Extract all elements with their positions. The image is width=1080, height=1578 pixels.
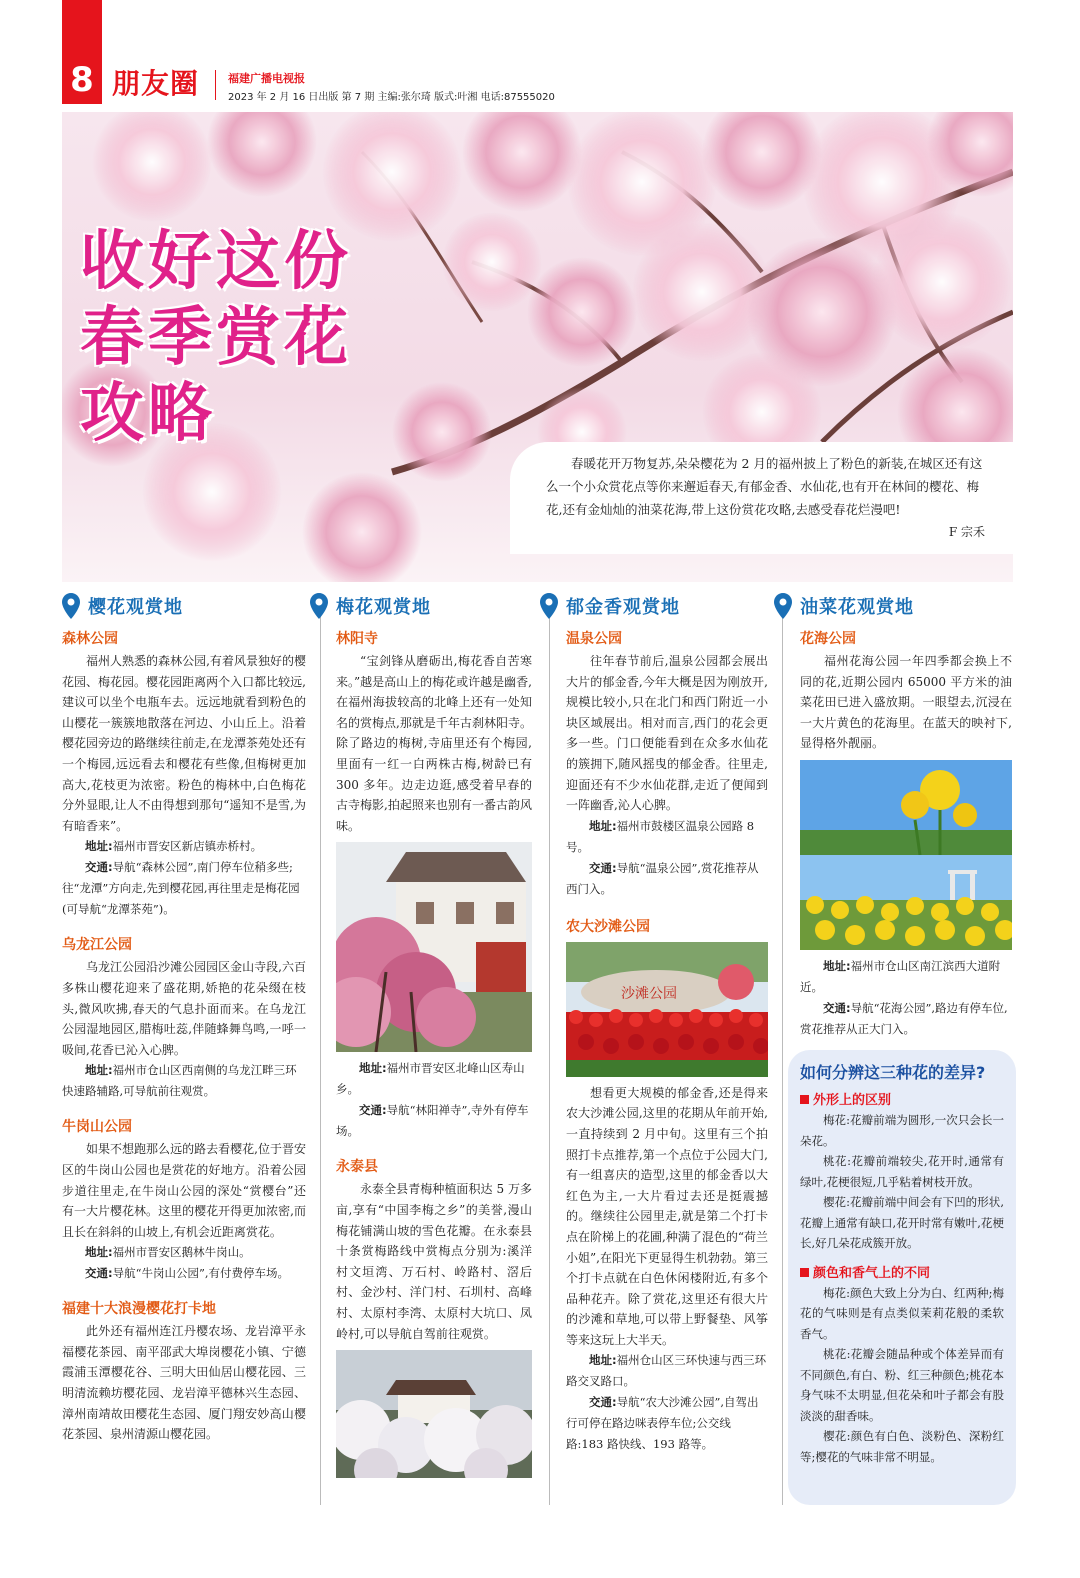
traffic-value: 导航“温泉公园”,赏花推荐从西门入。 [566, 860, 759, 896]
section-name: 朋友圈 [112, 67, 200, 100]
spot-traffic [800, 998, 1012, 1040]
spot-description: 乌龙江公园沿沙滩公园园区金山寺段,六百多株山樱花迎来了盛花期,娇艳的花朵缀在枝头,微风吹拂,春天的气息扑面而来。在乌龙江公园湿地园区,腊梅吐蕊,伴随蜂舞鸟鸣,一呼一吸间,花香已沁入心脾。 [62, 960, 306, 1057]
spot-address [62, 836, 306, 857]
column-heading [540, 592, 768, 620]
qa-text: 梅花:花瓣前端为圆形,一次只会长一朵花。 [800, 1113, 1004, 1148]
column-divider [320, 600, 321, 1505]
page-number: 8 [70, 60, 94, 100]
spot-address [62, 1060, 306, 1102]
address-value: 福州市仓山区南江滨西大道附近。 [800, 958, 1001, 994]
traffic-label: 交通: [359, 1103, 387, 1118]
paper-name: 福建广播电视报 [228, 72, 305, 85]
traffic-value: 导航“农大沙滩公园”,自驾出行可停在路边咪表停车位;公交线路:183 路快线、193 路等。 [566, 1395, 759, 1452]
address-value: 福州市仓山区西南侧的乌龙江畔三环快速路辅路,可导航前往观赏。 [62, 1063, 297, 1099]
column-tulip [566, 592, 768, 1455]
column-heading-title: 梅花观赏地 [336, 597, 431, 618]
address-value: 福州市晋安区北峰山区寿山乡。 [336, 1061, 525, 1097]
qa-subtitle: 颜色和香气上的不同 [800, 1262, 1004, 1281]
temple-plum-photo [336, 842, 532, 1052]
spot-title: 福建十大浪漫樱花打卡地 [62, 1301, 216, 1318]
spot-description: 往年春节前后,温泉公园都会展出大片的郁金香,今年大概是因为刚放开,规模比较小,只在北门和西门附近一小块区域展出。相对而言,西门的花会更多一些。门口便能看到在众多水仙花的簇拥下,随风摇曳的郁金香。往里走,迎面还有不少水仙花群,走近了便闻到一阵幽香,沁人心脾。 [566, 654, 768, 813]
location-pin-icon [310, 593, 328, 619]
park-sign-text: 沙滩公园 [621, 985, 677, 1002]
spot-traffic [62, 857, 306, 920]
traffic-label: 交通: [589, 1395, 617, 1410]
spot-title: 乌龙江公园 [62, 937, 132, 954]
location-pin-icon [540, 593, 558, 619]
spot-address [336, 1058, 532, 1100]
location-pin-icon [62, 593, 80, 619]
address-label: 地址: [589, 818, 617, 833]
spot-traffic [566, 858, 768, 900]
spot-title: 温泉公园 [566, 631, 622, 647]
spot-title: 森林公园 [62, 631, 118, 647]
spot-title: 农大沙滩公园 [566, 918, 650, 935]
spot-traffic [336, 1100, 532, 1142]
publication-info: 2023 年 2 月 16 日出版 第 7 期 主编:张尔琦 版式:叶湘 电话:87555020 [228, 92, 555, 103]
spot-traffic [566, 1392, 768, 1455]
address-value: 福州市晋安区鹅林牛岗山。 [112, 1245, 251, 1260]
column-plum [336, 592, 532, 1484]
spot-description: 此外还有福州连江丹樱农场、龙岩漳平永福樱花茶园、南平邵武大埠岗樱花小镇、宁德霞浦玉潭樱花谷、三明大田仙居山樱花园、三明清流赖坊樱花园、龙岩漳平德林兴生态园、漳州南靖故田樱花生态园、厦门翔安妙高山樱花茶园、泉州清源山樱花园。 [62, 1324, 306, 1442]
intro-box [510, 442, 1013, 554]
hero-banner [62, 112, 1013, 582]
spot-description: 如果不想跑那么远的路去看樱花,位于晋安区的牛岗山公园也是赏花的好地方。沿着公园步道往里走,在牛岗山公园的深处“赏樱台”还有一大片樱花林。这里的樱花开得更加浓密,而且长在斜斜的山坡上,有机会近距离赏花。 [62, 1142, 306, 1239]
qa-text: 桃花:花瓣前端较尖,花开时,通常有绿叶,花梗很短,几乎粘着树枝开放。 [800, 1154, 1004, 1189]
spot-description: 福州花海公园一年四季都会换上不同的花,近期公园内 65000 平方米的油菜花田已进入盛放期。一眼望去,沉浸在一大片黄色的花海里。在蓝天的映衬下,显得格外靓丽。 [800, 654, 1012, 751]
qa-subtitle: 外形上的区别 [800, 1089, 1004, 1108]
spot-description: 福州人熟悉的森林公园,有着风景独好的樱花园、梅花园。樱花园距离两个入口都比较远,建议可以坐个电瓶车去。远远地就看到粉色的山樱花一簇簇地散落在河边、小山丘上。沿着樱花园旁边的路继续往前走,在龙潭茶苑处还有一个梅园,远远看去和樱花有些像,但梅树更加高大,花枝更为浓密。粉色的梅林中,白色梅花分外显眼,让人不由得想到那句“遥知不是雪,为有暗香来”。 [62, 654, 306, 833]
hero-title [80, 225, 352, 458]
spot-description: 想看更大规模的郁金香,还是得来农大沙滩公园,这里的花期从年前开始,一直持续到 2 月中旬。这里有三个拍照打卡点推荐,第一个点位于公园大门,有一组喜庆的造型,这里的郁金香以大红色为主,一大片看过去还是挺震撼的。继续往公园里走,就是第二个打卡点在阶梯上的花圃,种满了混色的“荷兰小姐”,在阳光下更显得生机勃勃。第三个打卡点就在白色休闲楼附近,有多个品种花卉。除了赏花,这里还有很大片的沙滩和草地,可以带上野餐垫、风筝等来这玩上大半天。 [566, 1085, 768, 1347]
address-value: 福州仓山区三环快速与西三环路交叉路口。 [566, 1353, 767, 1389]
traffic-value: 导航“林阳禅寺”,寺外有停车场。 [336, 1103, 529, 1139]
spot-title: 永泰县 [336, 1159, 378, 1176]
column-divider [782, 600, 783, 1505]
hero-title-line-3: 攻略 [80, 377, 216, 451]
traffic-label: 交通: [85, 1266, 113, 1281]
column-heading [310, 592, 532, 620]
hero-title-line-2: 春季赏花 [80, 301, 352, 375]
address-value: 福州市鼓楼区温泉公园路 8 号。 [566, 818, 755, 854]
column-heading [774, 592, 1012, 620]
spot-address [62, 1242, 306, 1263]
column-heading-title: 油菜花观赏地 [800, 597, 914, 618]
qa-text: 樱花:花瓣前端中间会有下凹的形状,花瓣上通常有缺口,花开时常有嫩叶,花梗长,好几朵花成簇开放。 [800, 1195, 1004, 1250]
location-pin-icon [774, 593, 792, 619]
traffic-value: 导航“森林公园”,南门停车位稍多些;往“龙潭”方向走,先到樱花园,再往里走是梅花园(可导航“龙潭茶苑”)。 [62, 860, 300, 917]
address-value: 福州市晋安区新店镇赤桥村。 [112, 839, 263, 854]
column-rapeseed [800, 592, 1012, 1040]
intro-author: F 宗禾 [948, 525, 985, 539]
qa-title: 如何分辨这三种花的差异? [800, 1063, 986, 1082]
masthead-divider [215, 70, 216, 100]
spot-address [566, 816, 768, 858]
page-number-block [62, 0, 102, 104]
address-label: 地址: [85, 1063, 113, 1078]
traffic-value: 导航“牛岗山公园”,有付费停车场。 [112, 1266, 290, 1281]
spot-title: 牛岗山公园 [62, 1119, 132, 1136]
column-heading-title: 樱花观赏地 [88, 597, 183, 618]
spot-traffic [62, 1263, 306, 1284]
village-plum-photo [336, 1350, 532, 1478]
qa-text: 桃花:花瓣会随品种或个体差异而有不同颜色,有白、粉、红三种颜色;桃花本身气味不太明显,但花朵和叶子都会有股淡淡的甜香味。 [800, 1347, 1004, 1423]
column-heading-title: 郁金香观赏地 [566, 597, 680, 618]
traffic-label: 交通: [85, 860, 113, 875]
qa-text: 梅花:颜色大致上分为白、红两种;梅花的气味则是有点类似茉莉花般的柔软香气。 [800, 1285, 1004, 1341]
column-cherry [62, 592, 306, 1445]
tulip-park-photo [566, 942, 768, 1077]
masthead [0, 0, 1080, 110]
traffic-value: 导航“花海公园”,路边有停车位,赏花推荐从正大门入。 [800, 1000, 1008, 1036]
spot-description: “宝剑锋从磨砺出,梅花香自苦寒来。”越是高山上的梅花或许越是幽香,在福州海拔较高的北峰上还有一处知名的赏梅点,那就是千年古刹林阳寺。除了路边的梅树,寺庙里还有个梅园,里面有一红一白两株古梅,树龄已有 300 多年。边走边逛,感受着早春的古寺梅影,拍起照来也别有一番古韵风味。 [336, 654, 532, 833]
address-label: 地址: [359, 1061, 387, 1076]
traffic-label: 交通: [589, 860, 617, 875]
address-label: 地址: [85, 1245, 113, 1260]
address-label: 地址: [823, 958, 851, 973]
spot-description: 永泰全县青梅种植面积达 5 万多亩,享有“中国李梅之乡”的美誉,漫山梅花铺满山坡的雪色花瓣。在永泰县十条赏梅路线中赏梅点分别为:溪洋村文垣湾、万石村、岭路村、滘后村、金沙村、洋门村、石圳村、高峰村、太原村李湾、太原村大坑口、凤岭村,可以导航自驾前往观赏。 [336, 1182, 532, 1341]
rapeseed-field-photo [800, 760, 1012, 950]
spot-address [566, 1350, 768, 1392]
intro-text: 春暖花开万物复苏,朵朵樱花为 2 月的福州披上了粉色的新装,在城区还有这么一个小众赏花点等你来邂逅春天,有郁金香、水仙花,也有开在林间的樱花、梅花,还有金灿灿的油菜花海,带上这份赏花攻略,去感受春花烂漫吧! [546, 456, 983, 517]
address-label: 地址: [85, 839, 113, 854]
qa-text: 樱花:颜色有白色、淡粉色、深粉红等;樱花的气味非常不明显。 [800, 1429, 1004, 1464]
column-divider [549, 600, 550, 1505]
spot-title: 林阳寺 [336, 631, 378, 647]
address-label: 地址: [589, 1353, 617, 1368]
traffic-label: 交通: [823, 1000, 851, 1015]
spot-title: 花海公园 [800, 631, 856, 647]
hero-title-line-1: 收好这份 [80, 225, 352, 299]
flower-difference-box [788, 1050, 1016, 1505]
column-heading [62, 592, 306, 620]
spot-address [800, 956, 1012, 998]
